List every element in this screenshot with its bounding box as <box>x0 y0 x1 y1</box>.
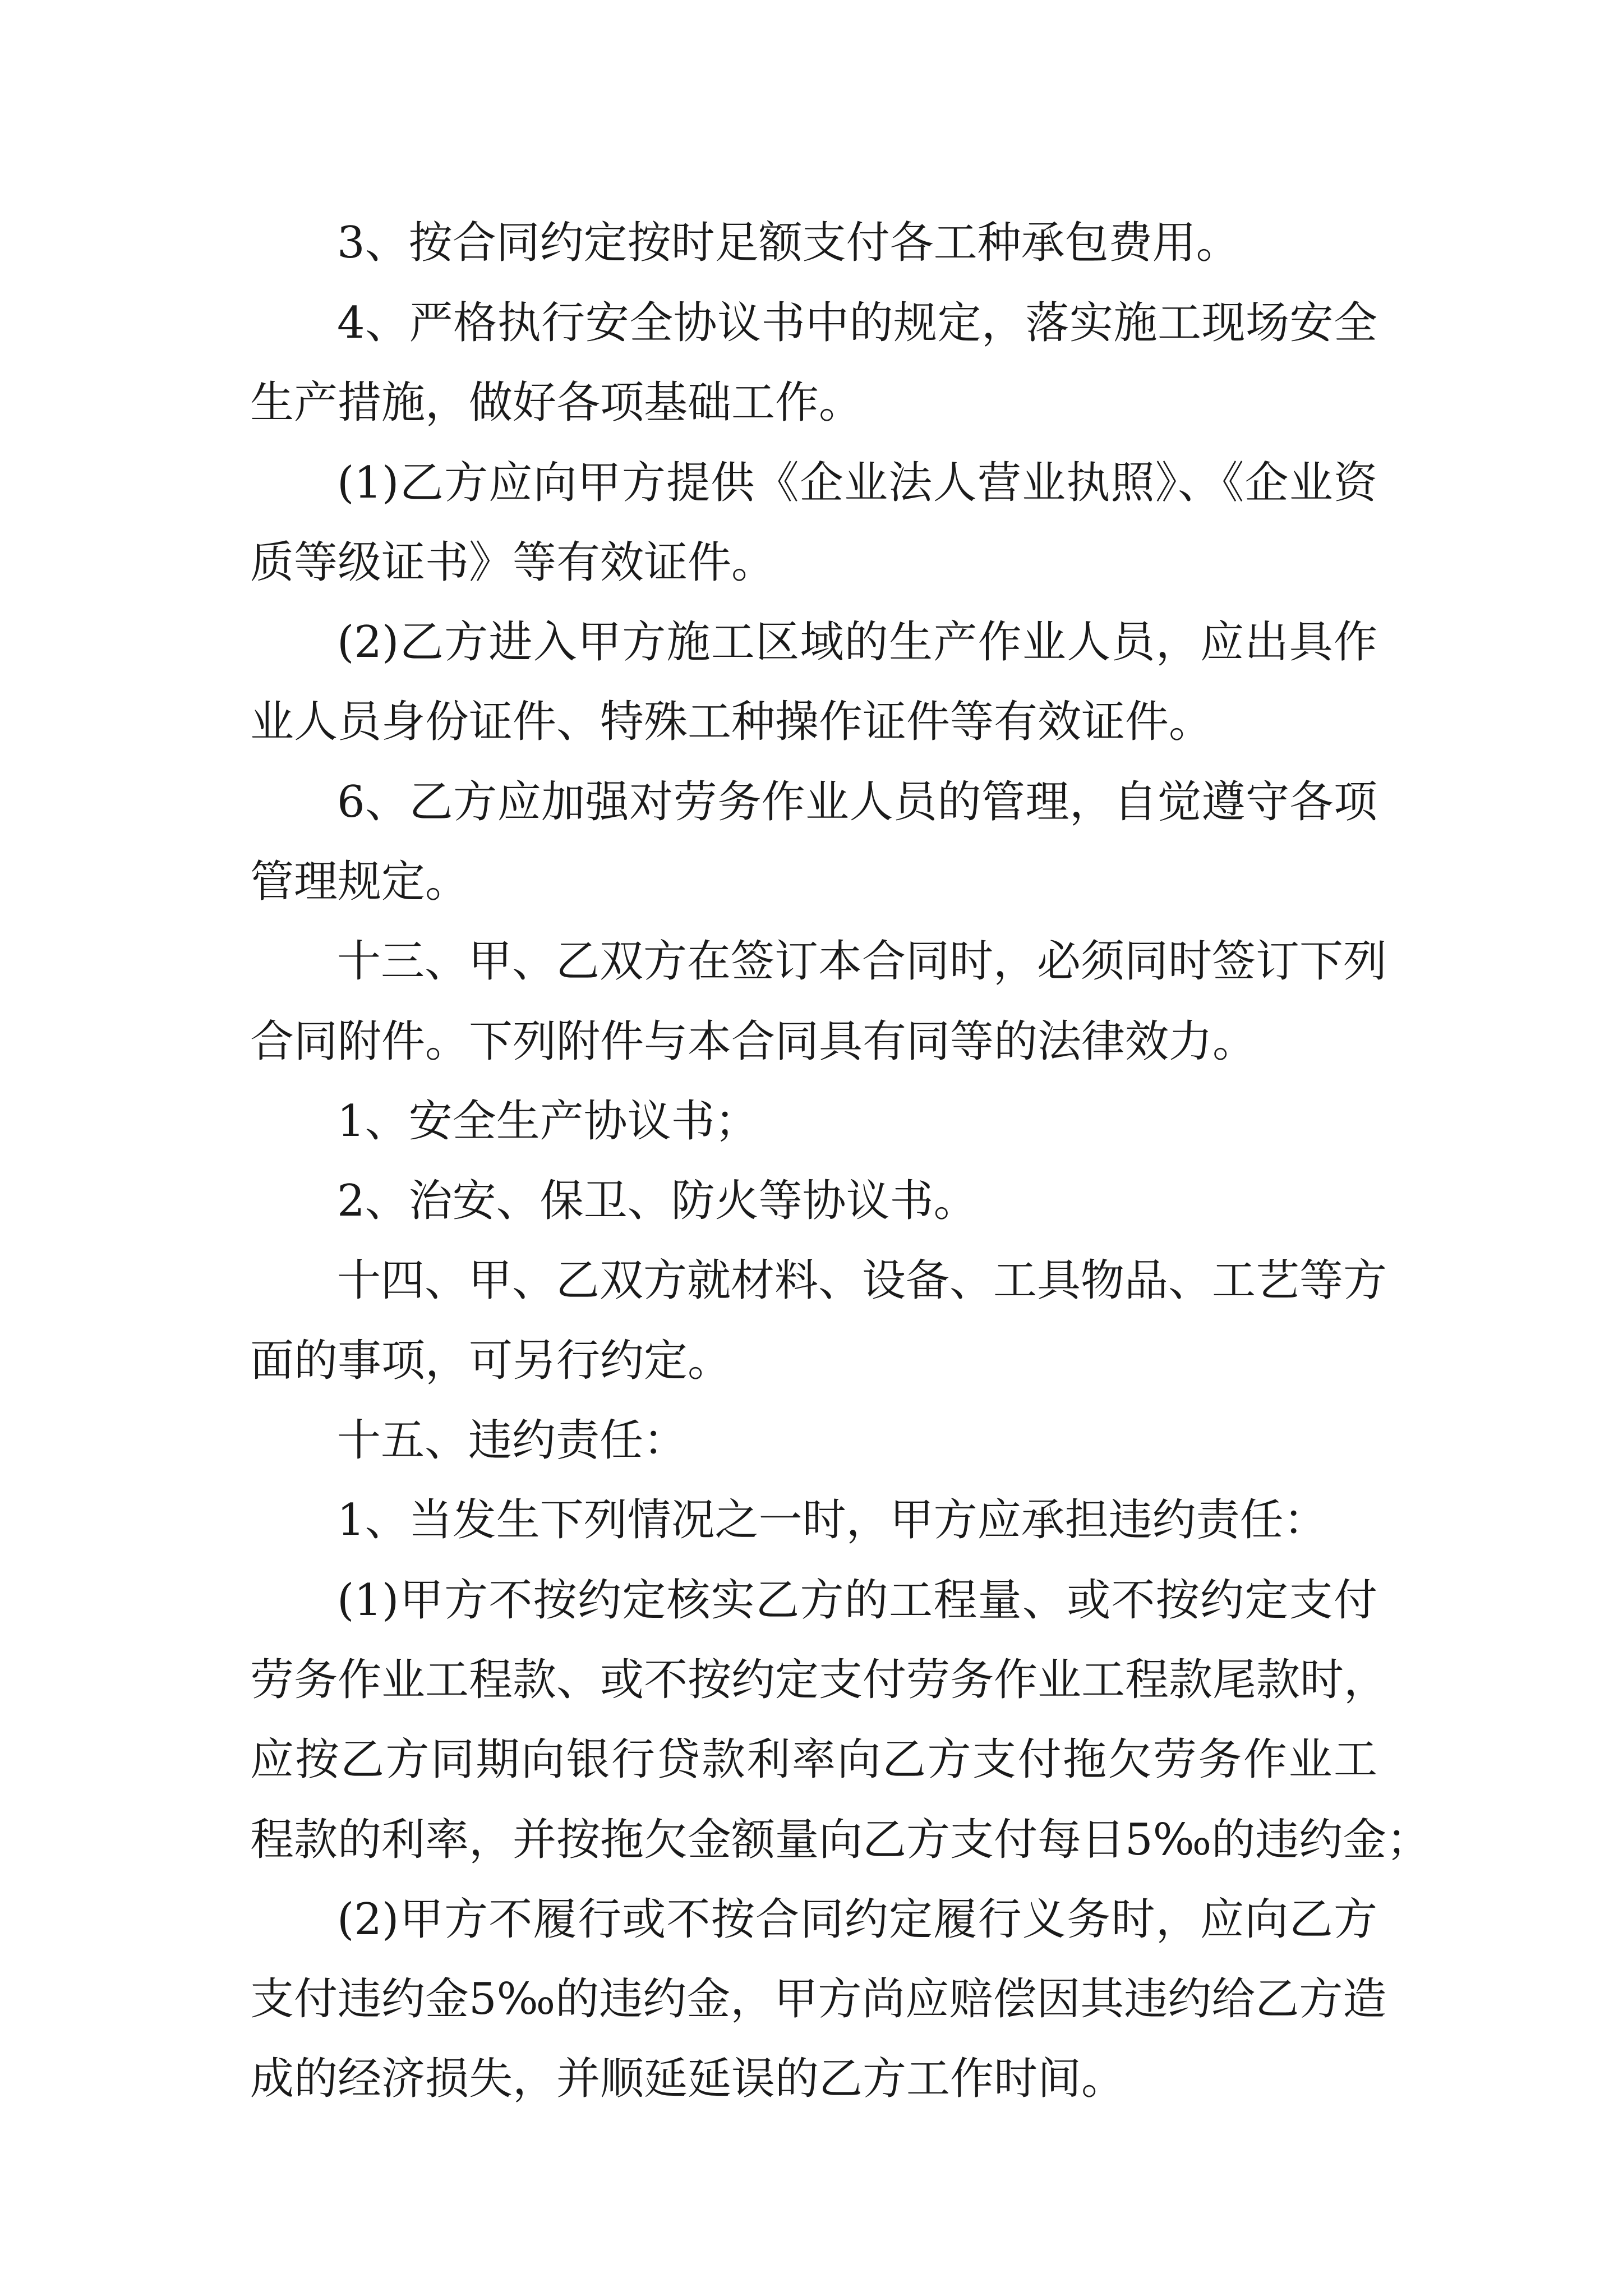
text-line: 面的事项，可另行约定。 <box>250 1336 732 1386</box>
text-line: 劳务作业工程款、或不按约定支付劳务作业工程款尾款时， <box>250 1655 1388 1705</box>
text-line: 合同附件。下列附件与本合同具有同等的法律效力。 <box>250 1016 1257 1067</box>
text-line: 十五、违约责任： <box>337 1415 688 1466</box>
text-line: 支付违约金5‰的违约金，甲方尚应赔偿因其违约给乙方造 <box>250 1974 1387 2024</box>
text-line: 程款的利率，并按拖欠金额量向乙方支付每日5‰的违约金； <box>250 1815 1431 1865</box>
text-line: 生产措施，做好各项基础工作。 <box>250 378 863 428</box>
text-line: (2)甲方不履行或不按合同约定履行义务时，应向乙方 <box>337 1894 1377 1945</box>
text-line: 质等级证书》等有效证件。 <box>250 537 776 588</box>
text-line: 1、当发生下列情况之一时，甲方应承担违约责任： <box>337 1495 1327 1545</box>
text-line: 4、严格执行安全协议书中的规定，落实施工现场安全 <box>337 298 1377 348</box>
text-line: 应按乙方同期向银行贷款利率向乙方支付拖欠劳务作业工 <box>250 1734 1377 1785</box>
text-line: 业人员身份证件、特殊工种操作证件等有效证件。 <box>250 697 1213 747</box>
text-line: 十四、甲、乙双方就材料、设备、工具物品、工艺等方 <box>337 1255 1387 1306</box>
text-line: 管理规定。 <box>250 857 469 907</box>
text-line: (1)甲方不按约定核实乙方的工程量、或不按约定支付 <box>337 1575 1377 1626</box>
text-line: 十三、甲、乙双方在签订本合同时，必须同时签订下列 <box>337 936 1387 987</box>
text-line: 1、安全生产协议书； <box>337 1096 759 1147</box>
text-line: 3、按合同约定按时足额支付各工种承包费用。 <box>337 218 1240 268</box>
text-line: (1)乙方应向甲方提供《企业法人营业执照》、《企业资 <box>337 458 1377 508</box>
text-line: 6、乙方应加强对劳务作业人员的管理，自觉遵守各项 <box>337 777 1377 827</box>
text-line: 2、治安、保卫、防火等协议书。 <box>337 1176 978 1226</box>
text-line: 成的经济损失，并顺延延误的乙方工作时间。 <box>250 2054 1126 2104</box>
text-line: (2)乙方进入甲方施工区域的生产作业人员，应出具作 <box>337 617 1377 668</box>
